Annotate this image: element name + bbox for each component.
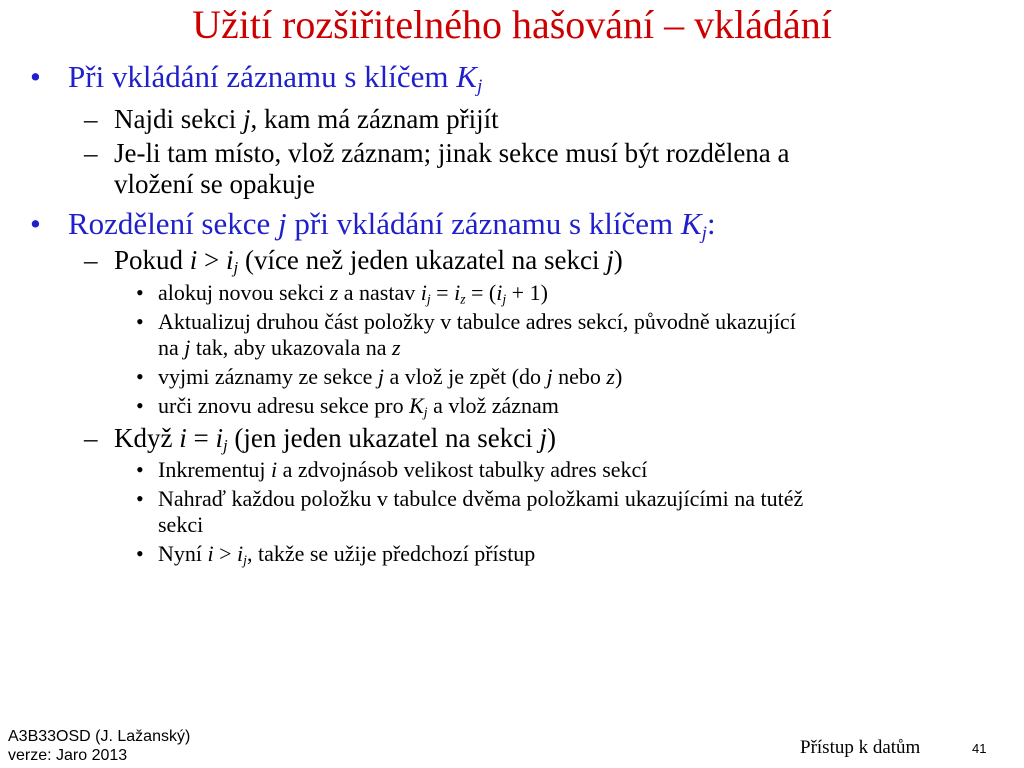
var-i: i	[179, 423, 187, 453]
step-replace	[136, 486, 804, 512]
text-line-1: Aktualizuj druhou část položky v tabulce adres sekcí, původně ukazující	[158, 309, 796, 334]
step-readdress	[136, 393, 559, 420]
var-j: j	[377, 364, 385, 389]
var-j: j	[606, 245, 614, 275]
text: Když	[114, 423, 180, 453]
text: )	[614, 364, 623, 389]
var-i: i	[189, 245, 198, 275]
step-update	[136, 309, 796, 335]
key-subscript: j	[423, 404, 428, 420]
subscript-j: j	[233, 258, 239, 278]
step-increment	[136, 457, 648, 483]
operator: =	[430, 280, 455, 305]
var-i: i	[215, 423, 223, 453]
dash-marker: –	[84, 245, 98, 275]
sub-if-equal	[84, 423, 557, 456]
text: , kam má záznam přijít	[250, 104, 499, 134]
text: nebo	[552, 364, 607, 389]
bullet-marker: •	[136, 280, 144, 305]
var-i: i	[237, 541, 244, 566]
var-i: i	[226, 245, 234, 275]
text: a nastav	[338, 280, 421, 305]
key-var: K	[680, 206, 702, 241]
step-allocate	[136, 280, 548, 307]
bullet-marker: •	[136, 393, 144, 418]
subscript-j: j	[502, 291, 507, 307]
sub-find-section	[84, 104, 499, 135]
text-line-1: Nahraď každou položku v tabulce dvěma položkami ukazujícími na tutéž	[158, 486, 804, 511]
step-update-continued	[158, 335, 401, 361]
operator: >	[197, 245, 227, 275]
step-replace-continued	[158, 512, 203, 538]
key-subscript: j	[701, 222, 707, 244]
var-z: z	[391, 335, 401, 360]
bullet-text: Při vkládání záznamu s klíčem	[68, 59, 457, 94]
key-var: K	[456, 59, 477, 94]
bullet-marker: •	[136, 364, 144, 389]
dash-marker: –	[84, 138, 98, 168]
bullet-split-section	[30, 206, 716, 244]
text: vyjmi záznamy ze sekce	[158, 364, 378, 389]
var-z: z	[606, 364, 615, 389]
var-j: j	[278, 206, 287, 241]
text: Rozdělení sekce	[68, 206, 279, 241]
text: alokuj novou sekci	[158, 280, 330, 305]
text: a vlož záznam	[427, 393, 559, 418]
subscript-z: z	[460, 291, 466, 307]
bullet-marker: •	[30, 59, 41, 94]
text: + 1)	[506, 280, 548, 305]
text: :	[706, 206, 716, 241]
bullet-marker: •	[136, 457, 144, 482]
operator: =	[186, 423, 216, 453]
key-var: K	[409, 393, 424, 418]
footer-version: verze: Jaro 2013	[8, 747, 128, 764]
bullet-marker: •	[136, 541, 144, 566]
text: , takže se užije předchozí přístup	[246, 541, 536, 566]
var-i: i	[496, 280, 503, 305]
text-line-2: vložení se opakuje	[114, 169, 315, 199]
text: při vkládání záznamu s klíčem	[286, 206, 681, 241]
bullet-insert-record	[30, 59, 483, 97]
var-j: j	[242, 104, 251, 134]
var-i: i	[454, 280, 461, 305]
sub-if-space-continued	[114, 169, 315, 200]
page-number: 41	[972, 741, 987, 756]
slide-title: Užití rozšiřitelného hašování – vkládání	[192, 2, 832, 47]
operator: = (	[465, 280, 497, 305]
var-j: j	[184, 335, 191, 360]
subscript-j: j	[223, 436, 228, 456]
text-line-2: sekci	[158, 512, 204, 537]
text: )	[547, 423, 557, 453]
bullet-marker: •	[30, 206, 41, 241]
footer-topic: Přístup k datům	[800, 737, 921, 758]
footer-course: A3B33OSD (J. Lažanský)	[8, 728, 191, 745]
bullet-marker: •	[136, 486, 144, 511]
text: a vlož je zpět (do	[384, 364, 547, 389]
text: urči znovu adresu sekce pro	[158, 393, 410, 418]
var-i: i	[271, 457, 278, 482]
text: )	[613, 245, 623, 275]
var-j: j	[539, 423, 548, 453]
text: (jen jeden ukazatel na sekci	[227, 423, 540, 453]
bullet-marker: •	[136, 309, 144, 334]
sub-if-greater	[84, 245, 623, 278]
text: Najdi sekci	[114, 104, 243, 134]
text: tak, aby ukazovala na	[190, 335, 392, 360]
dash-marker: –	[84, 423, 98, 453]
text: (více než jeden ukazatel na sekci	[238, 245, 607, 275]
text-line-1: Je-li tam místo, vlož záznam; jinak sekce musí být rozdělena a	[114, 138, 790, 168]
text: Inkrementuj	[158, 457, 272, 482]
subscript-j: j	[426, 291, 431, 307]
var-i: i	[207, 541, 214, 566]
text: Pokud	[114, 245, 190, 275]
step-now	[136, 541, 536, 568]
operator: >	[213, 541, 238, 566]
step-move-records	[136, 364, 623, 390]
text: na	[158, 335, 185, 360]
dash-marker: –	[84, 104, 98, 134]
key-subscript: j	[476, 75, 483, 97]
var-i: i	[420, 280, 427, 305]
var-z: z	[329, 280, 339, 305]
text: a zdvojnásob velikost tabulky adres sekcí	[277, 457, 648, 482]
subscript-j: j	[243, 552, 247, 568]
text: Nyní	[158, 541, 208, 566]
var-j: j	[546, 364, 553, 389]
sub-if-space	[84, 138, 790, 169]
